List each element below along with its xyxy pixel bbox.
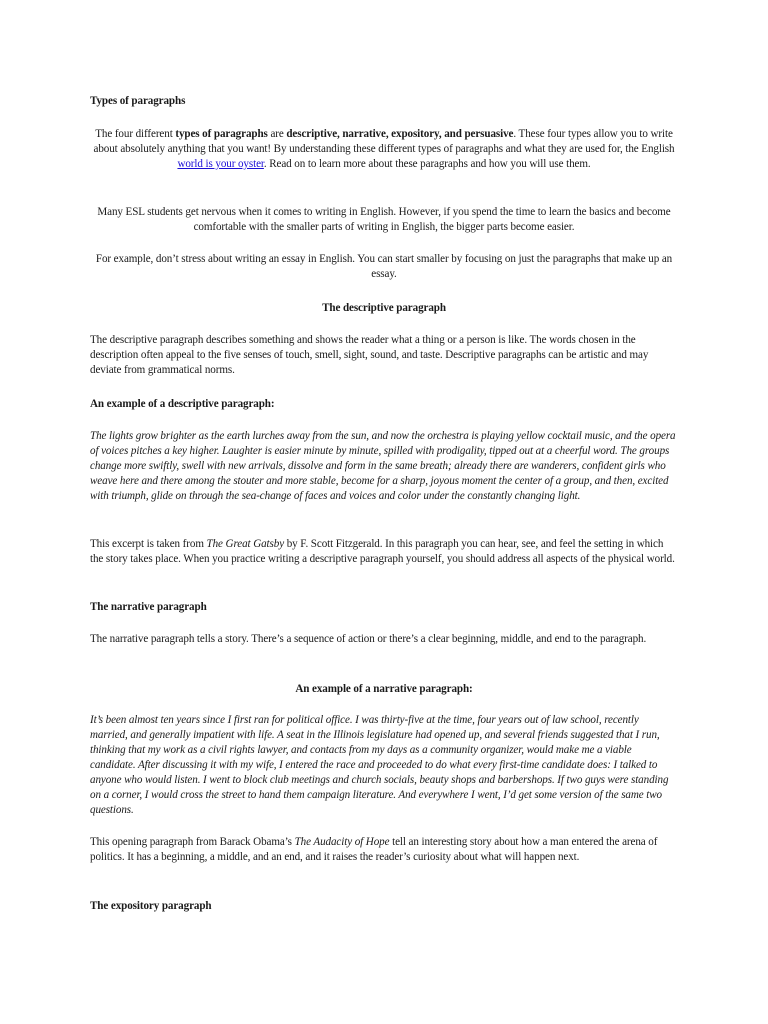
descriptive-explanation: [90, 537, 678, 567]
narrative-explanation-text-1: This opening paragraph from Barack Obama’s: [90, 836, 295, 848]
narrative-text: The narrative paragraph tells a story. There’s a sequence of action or there’s a clear beginning, middle, and end to the paragraph.: [90, 633, 647, 645]
intro-text-3: . These four types allow you to write about absolutely anything that you want! By understanding these different types of paragraphs and what they are used for, the English: [93, 128, 675, 155]
document-title: Types of paragraphs: [90, 95, 186, 107]
expository-heading: The expository paragraph: [90, 900, 212, 912]
intro-text-1: The four different: [95, 128, 176, 140]
descriptive-explanation-text-2: by F. Scott Fitzgerald. In this paragraph you can hear, see, and feel the setting in which the story takes place. When you practice writing a descriptive paragraph yourself, you should address all aspects of the physical world.: [90, 538, 675, 565]
example-paragraph: For example, don’t stress about writing an essay in English. You can start smaller by focusing on just the paragraphs that make up an essay.: [95, 253, 673, 280]
great-gatsby-title: The Great Gatsby: [206, 538, 285, 550]
audacity-of-hope-title: The Audacity of Hope: [294, 836, 390, 848]
intro-paragraph: [90, 127, 678, 172]
intro-bold-list: descriptive, narrative, expository, and persuasive: [286, 128, 514, 140]
descriptive-example-heading: An example of a descriptive paragraph:: [90, 398, 275, 410]
narrative-example-heading: An example of a narrative paragraph:: [295, 683, 473, 695]
intro-bold-types: types of paragraphs: [175, 128, 268, 140]
intro-text-2: are: [267, 128, 287, 140]
esl-paragraph: Many ESL students get nervous when it comes to writing in English. However, if you spend the time to learn the basics and become comfortable with the smaller parts of writing in English, the bigger parts become easier.: [97, 206, 671, 233]
intro-text-4: . Read on to learn more about these paragraphs and how you will use them.: [263, 158, 591, 170]
narrative-quote: It’s been almost ten years since I first ran for political office. I was thirty-five at the time, four years out of law school, recently married, and generally impatient with life. A seat in the Illinois legislature had opened up, and several friends suggested that I run, thinking that my work as a civil rights lawyer, and contacts from my days as a community organizer, would make me a viable candidate. After discussing it with my wife, I entered the race and proceeded to do what every first-time candidate does: I talked to anyone who would listen. I went to block club meetings and church socials, beauty shops and barbershops. If two guys were standing on a corner, I would cross the street to hand them campaign literature. And everywhere I went, I’d get some version of the same two questions.: [90, 714, 669, 816]
document-page: [90, 0, 678, 1024]
world-is-your-oyster-link[interactable]: world is your oyster: [177, 158, 264, 170]
narrative-heading: The narrative paragraph: [90, 601, 207, 613]
narrative-explanation: [90, 835, 678, 865]
descriptive-explanation-text-1: This excerpt is taken from: [90, 538, 207, 550]
descriptive-quote: The lights grow brighter as the earth lurches away from the sun, and now the orchestra is playing yellow cocktail music, and the opera of voices pitches a key higher. Laughter is easier minute by minute, spilled with prodigality, tipped out at a cheerful word. The groups change more swiftly, swell with new arrivals, dissolve and form in the same breath; already there are wanderers, confident girls who weave here and there among the stouter and more stable, become for a sharp, joyous moment the center of a group, and then, excited with triumph, glide on through the sea-change of faces and voices and color under the constantly changing light.: [90, 430, 676, 502]
descriptive-text: The descriptive paragraph describes something and shows the reader what a thing or a person is like. The words chosen in the description often appeal to the five senses of touch, smell, sight, sound, and taste. Descriptive paragraphs can be artistic and may deviate from grammatical norms.: [90, 334, 649, 376]
descriptive-heading: The descriptive paragraph: [322, 302, 446, 314]
narrative-explanation-text-2: tell an interesting story about how a man entered the arena of politics. It has a beginning, a middle, and an end, and it raises the reader’s curiosity about what will happen next.: [90, 836, 658, 863]
